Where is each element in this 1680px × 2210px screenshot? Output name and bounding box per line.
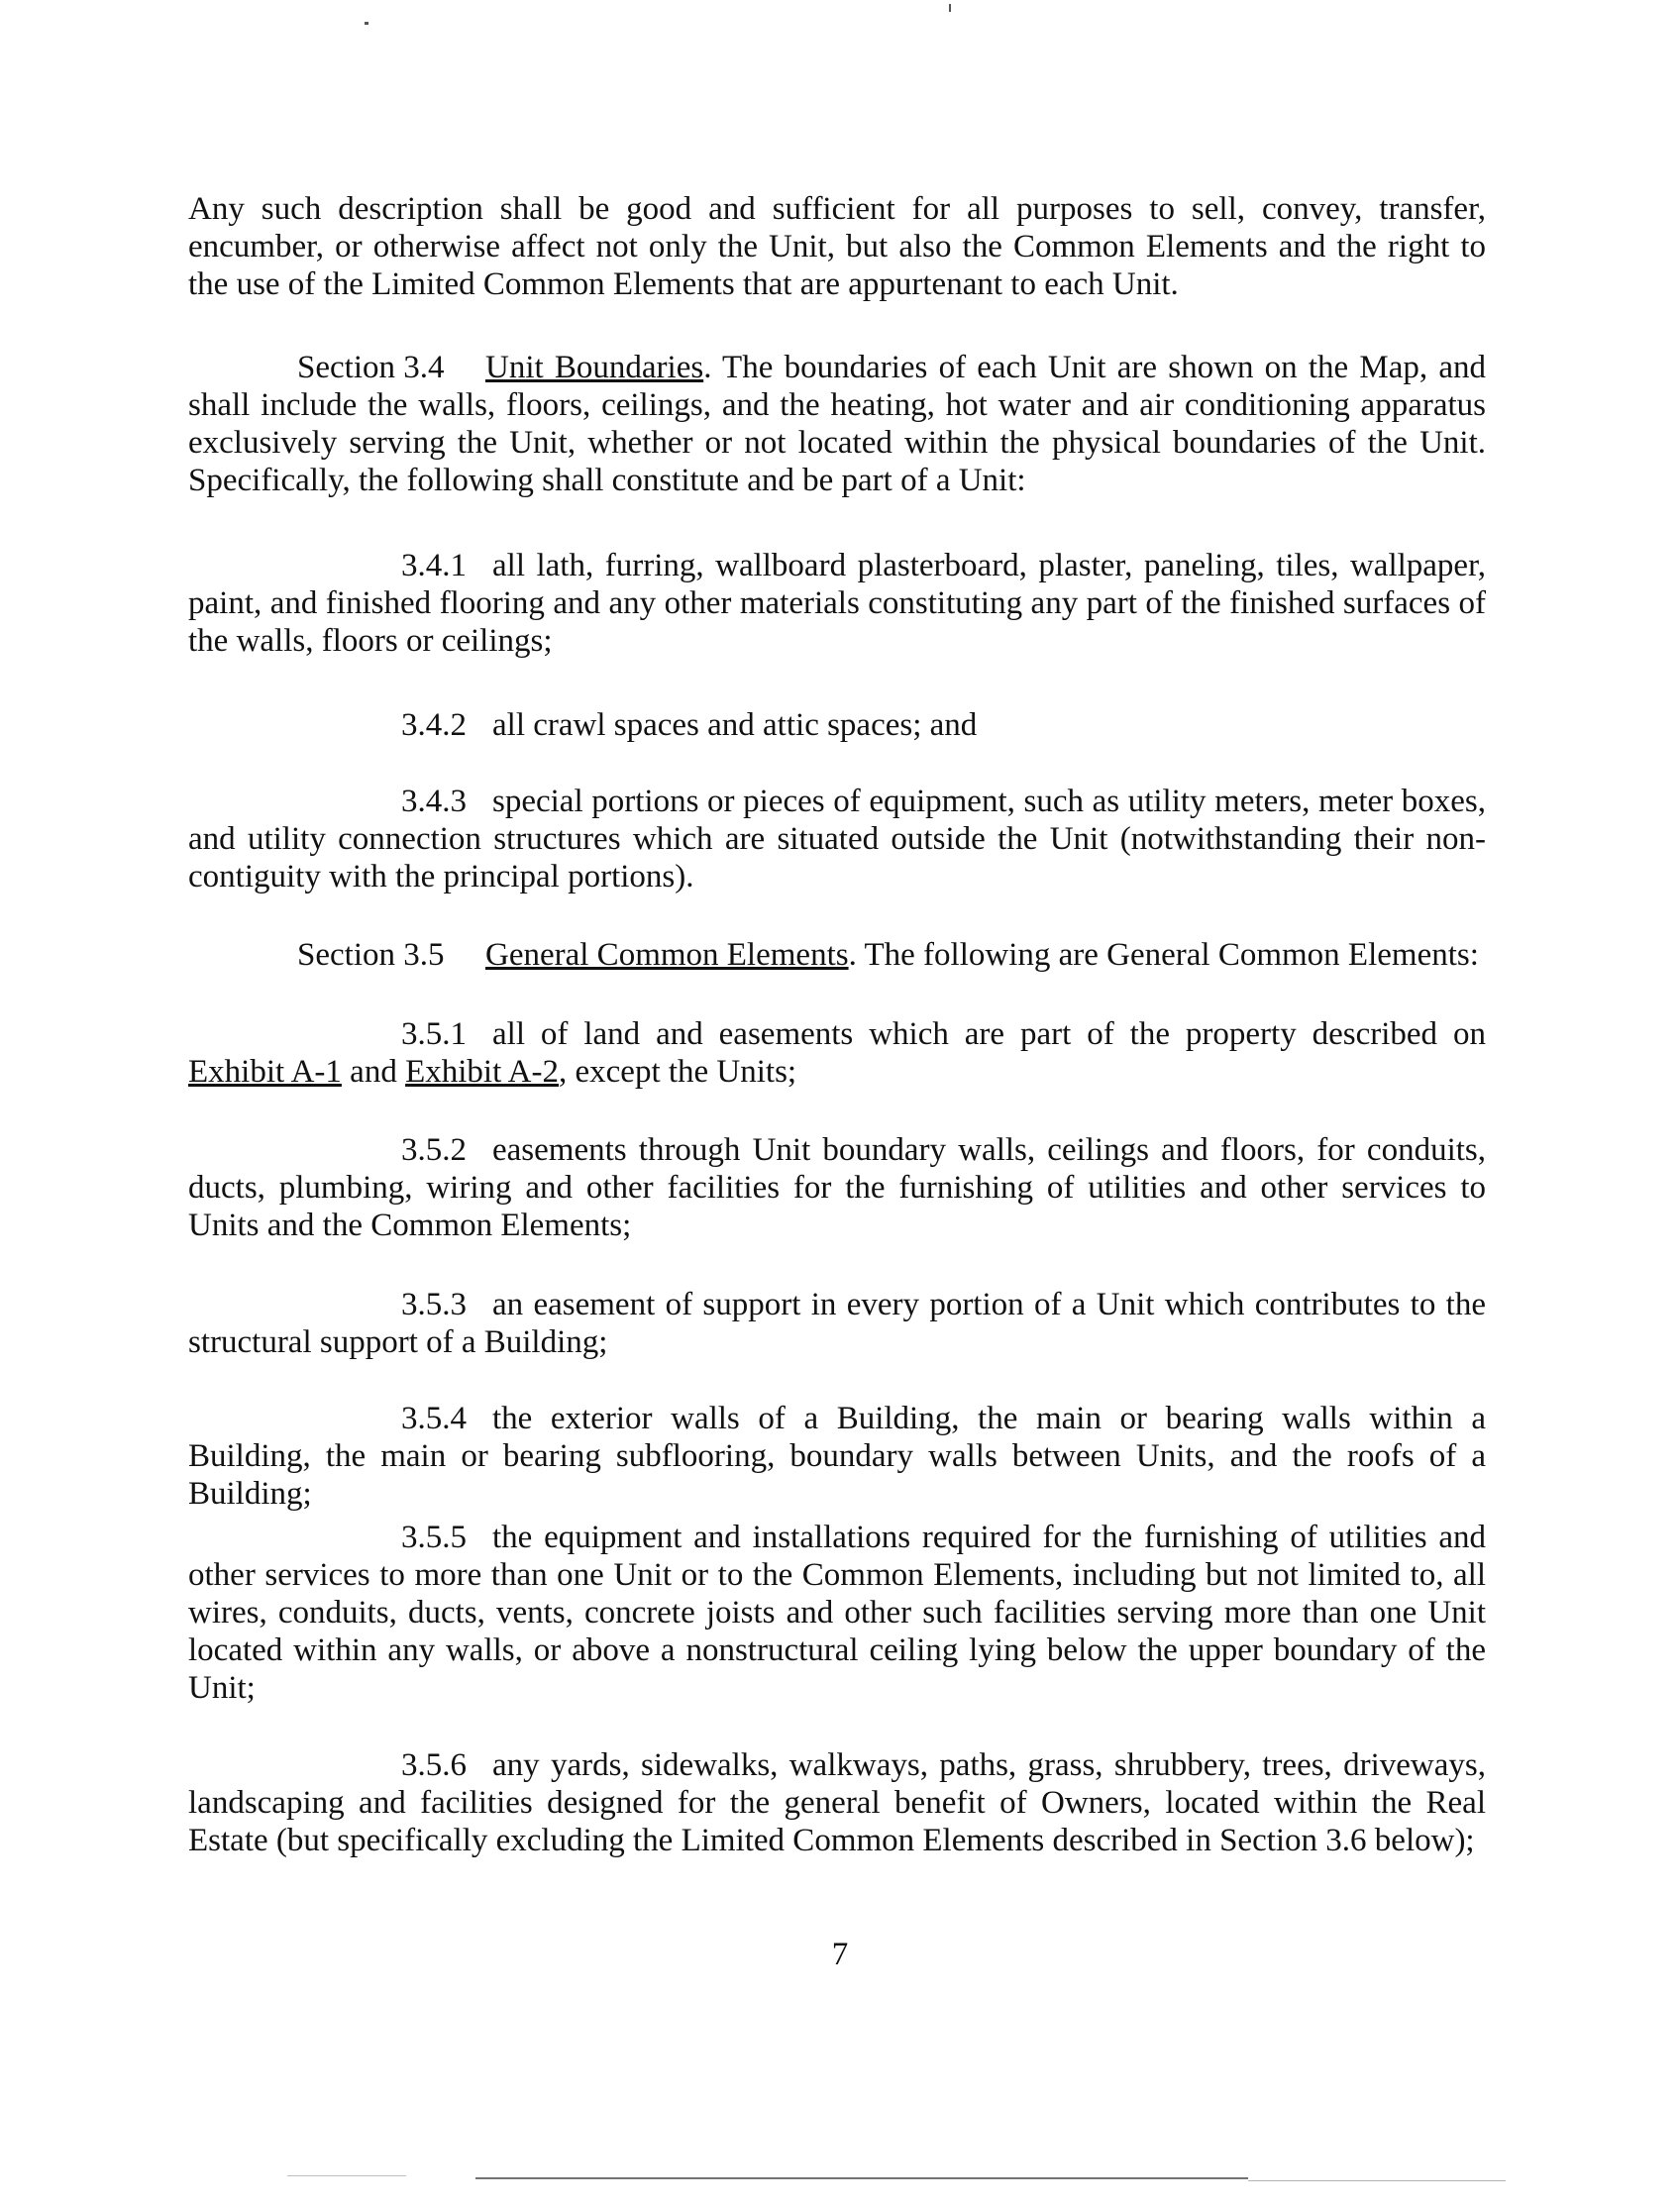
intro-paragraph: Any such description shall be good and sufficient for all purposes to sell, convey, transfer, encumber, or otherwise affect not only the Unit, but also the Common Elements and the right to the use of the Limited Common Elements that are appurtenant to each Unit. bbox=[188, 191, 1486, 302]
section-heading: General Common Elements bbox=[485, 937, 849, 973]
item-3-5-5: 3.5.5 the equipment and installations required for the furnishing of utilities and other services to more than one Unit or to the Common Elements, including but not limited to, all wires, conduits, ducts, vents, concrete joists and other such facilities serving more than one Unit located within any walls, or above a nonstructural ceiling lying below the upper boundary of the Unit; bbox=[188, 1520, 1486, 1706]
exhibit-a-1-link: Exhibit A-1 bbox=[188, 1054, 342, 1090]
section-number: Section 3.5 bbox=[297, 937, 445, 973]
item-3-5-2: 3.5.2 easements through Unit boundary walls, ceilings and floors, for conduits, ducts, plumbing, wiring and other facilities for the furnishing of utilities and other services to Units and the Common Elements; bbox=[188, 1132, 1486, 1243]
section-body: . The following are General Common Elements: bbox=[848, 937, 1479, 973]
scan-edge-line bbox=[287, 2175, 406, 2176]
section-heading: Unit Boundaries bbox=[485, 350, 704, 385]
scan-speck bbox=[365, 22, 368, 25]
item-3-5-3: 3.5.3 an easement of support in every portion of a Unit which contributes to the structural support of a Building; bbox=[188, 1287, 1486, 1360]
exhibit-a-2-link: Exhibit A-2 bbox=[405, 1054, 559, 1090]
page-number: 7 bbox=[831, 1937, 849, 1972]
item-3-4-3: 3.4.3 special portions or pieces of equipment, such as utility meters, meter boxes, and utility connection structures which are situated outside the Unit (notwithstanding their non-contiguity with the principal portions). bbox=[188, 784, 1486, 895]
item-3-4-1: 3.4.1 all lath, furring, wallboard plasterboard, plaster, paneling, tiles, wallpaper, paint, and finished flooring and any other materials constituting any part of the finished surfaces of the walls, floors or ceilings; bbox=[188, 548, 1486, 659]
scan-edge-line bbox=[1248, 2180, 1506, 2181]
section-3-4 bbox=[188, 349, 1486, 499]
section-3-5 bbox=[188, 936, 1486, 974]
item-3-5-1: 3.5.1 all of land and easements which are part of the property described on Exhibit A-1 and Exhibit A-2, except the Units; bbox=[188, 1016, 1486, 1090]
item-3-5-6: 3.5.6 any yards, sidewalks, walkways, paths, grass, shrubbery, trees, driveways, landscaping and facilities designed for the general benefit of Owners, located within the Real Estate (but specifically excluding the Limited Common Elements described in Section 3.6 below); bbox=[188, 1747, 1486, 1858]
scan-edge-line bbox=[475, 2177, 1248, 2179]
item-3-4-2: 3.4.2 all crawl spaces and attic spaces; and bbox=[401, 707, 978, 743]
section-body: . The boundaries of each Unit are shown on the Map, and shall include the walls, floors, ceilings, and the heating, hot water and air conditioning apparatus exclusively serving the Unit, whether or not located within the physical boundaries of the Unit. Specifically, the following shall constitute and be part of a Unit: bbox=[188, 350, 1486, 498]
item-3-5-4: 3.5.4 the exterior walls of a Building, the main or bearing walls within a Building, the main or bearing subflooring, boundary walls between Units, and the roofs of a Building; bbox=[188, 1401, 1486, 1512]
scan-speck bbox=[949, 4, 951, 12]
section-number: Section 3.4 bbox=[297, 350, 445, 385]
